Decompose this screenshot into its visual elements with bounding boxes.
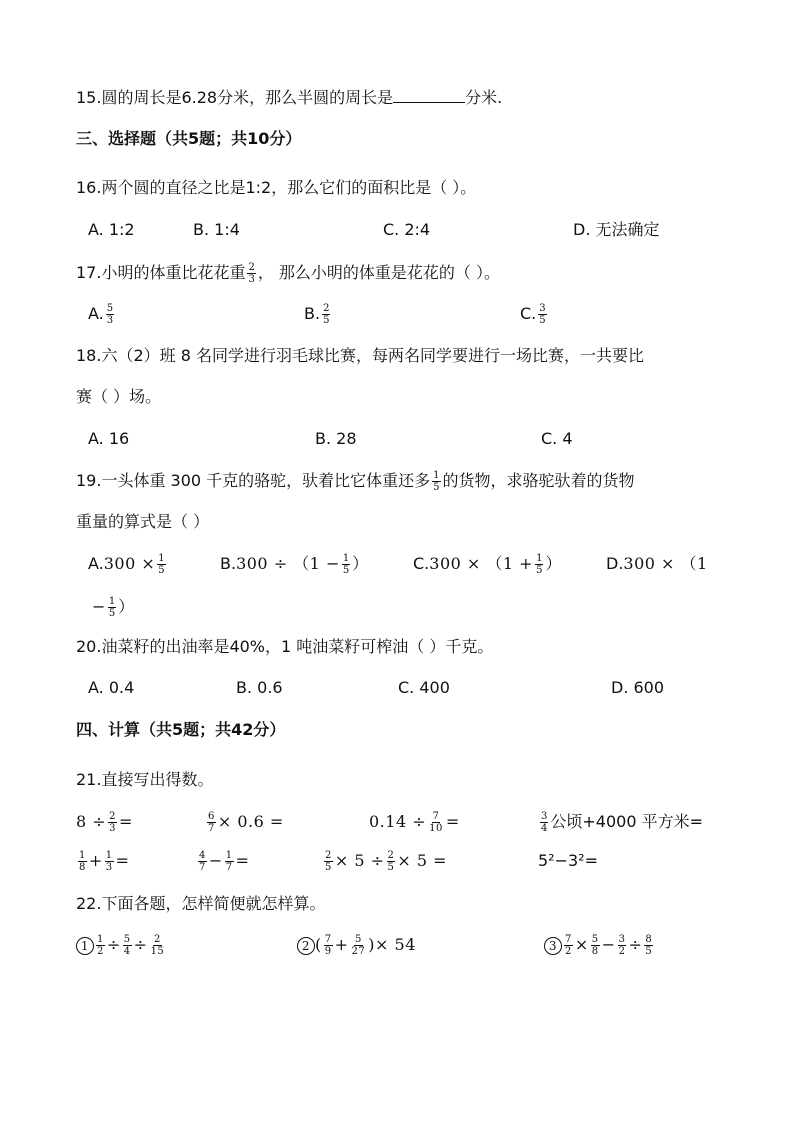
q21-2-num: 6 <box>208 811 215 822</box>
q21-7-op: × 5 ÷ <box>334 851 385 870</box>
q17-frac-num: 2 <box>248 262 255 273</box>
q17-option-b[interactable] <box>304 303 332 326</box>
q19-d-letter: D. <box>606 554 624 573</box>
q22-1-frac-2 <box>123 934 132 957</box>
q21-6-eq: = <box>235 851 250 870</box>
q22-3-op2: − <box>601 935 616 954</box>
q21-5-fraction-a <box>78 850 87 873</box>
q21-7-fraction-a <box>324 850 333 873</box>
q22-2-d2: 27 <box>351 946 366 957</box>
q19-d-close: ） <box>118 597 135 616</box>
question-20: 20.油菜籽的出油率是40%，1 吨油菜籽可榨油（ ）千克。 <box>76 637 494 656</box>
q19-text-pre: 19.一头体重 300 千克的骆驼，驮着比它体重还多 <box>76 471 431 490</box>
q22-3-d2: 8 <box>591 946 599 957</box>
q21-5-den-a: 8 <box>79 862 86 873</box>
q21-7-num-a: 2 <box>325 850 332 861</box>
circled-3-marker: 3 <box>544 937 562 955</box>
q21-3-expr: 0.14 ÷ <box>369 812 427 831</box>
q21-5-fraction-b <box>105 850 114 873</box>
q21-7-fraction-b <box>387 850 396 873</box>
q22-1-d2: 4 <box>123 946 131 957</box>
q21-6-num-a: 4 <box>199 850 206 861</box>
q19-b-letter: B. <box>220 554 237 573</box>
q22-3-d4: 5 <box>645 946 653 957</box>
q19-c-close: ） <box>545 554 562 573</box>
q17-c-fraction <box>538 303 546 326</box>
q22-2-n2: 5 <box>354 934 362 945</box>
question-17 <box>76 262 500 285</box>
q19-d-expr-2: − <box>92 597 106 616</box>
q21-1-eq: = <box>119 812 133 831</box>
q19-a-fraction <box>157 553 165 576</box>
q20-option-d[interactable]: D. 600 <box>611 678 665 697</box>
q19-d-fraction <box>108 596 116 619</box>
section-4-heading: 四、计算（共5题；共42分） <box>76 720 286 739</box>
q22-2-op1: + <box>334 935 349 954</box>
q15-text: 15.圆的周长是6.28分米，那么半圆的周长是 <box>76 88 394 107</box>
q22-1-n2: 5 <box>123 934 131 945</box>
q21-5-den-b: 3 <box>105 862 113 873</box>
q21-3-eq: = <box>445 812 460 831</box>
q21-6-den-b: 7 <box>225 862 233 873</box>
q21-5-op: + <box>88 851 103 870</box>
q18-option-c[interactable]: C. 4 <box>541 429 573 448</box>
q21-item-3 <box>369 811 460 834</box>
q21-item-5 <box>76 850 130 873</box>
q22-3-frac-2 <box>591 934 600 957</box>
q17-b-letter: B. <box>304 304 321 323</box>
q21-7-den-b: 5 <box>387 862 395 873</box>
q21-3-den: 10 <box>429 823 443 834</box>
q17-option-c[interactable] <box>520 303 549 326</box>
q17-frac-den: 3 <box>248 274 255 285</box>
q22-2-n1: 7 <box>324 934 332 945</box>
q22-expr-1 <box>76 934 167 957</box>
q17-c-letter: C. <box>520 304 537 323</box>
q22-3-frac-1 <box>564 934 573 957</box>
q22-3-n4: 8 <box>645 934 653 945</box>
q21-1-fraction <box>108 811 117 834</box>
q17-c-num: 3 <box>539 303 546 314</box>
q20-option-c[interactable]: C. 400 <box>398 678 450 697</box>
q22-expr-2 <box>297 934 416 957</box>
q18-option-a[interactable]: A. 16 <box>88 429 130 448</box>
q19-option-d[interactable] <box>606 553 708 575</box>
q22-1-frac-1 <box>96 934 105 957</box>
q21-item-4 <box>538 811 703 834</box>
q19-option-c[interactable] <box>413 553 562 576</box>
q19-d-expr: 300 × （1 <box>623 554 708 573</box>
q19-b-expr: 300 ÷ （1 − <box>236 554 340 573</box>
q22-1-d1: 2 <box>97 946 104 957</box>
q22-3-d3: 2 <box>618 946 626 957</box>
q21-7-den-a: 5 <box>325 862 332 873</box>
q22-3-n3: 3 <box>618 934 626 945</box>
q22-2-open: ( <box>315 935 322 954</box>
question-22: 22.下面各题，怎样简便就怎样算。 <box>76 894 326 913</box>
q22-2-tail: × 54 <box>375 935 416 954</box>
q19-c-expr: 300 × （1 + <box>429 554 534 573</box>
q22-1-n3: 2 <box>153 934 161 945</box>
question-21: 21.直接写出得数。 <box>76 770 214 789</box>
q22-2-frac-2 <box>351 934 367 957</box>
q15-unit: 分米. <box>465 88 503 107</box>
q21-6-den-a: 7 <box>199 862 206 873</box>
q17-c-den: 5 <box>539 315 546 326</box>
q19-a-expr: 300 × <box>103 554 156 573</box>
q22-1-d3: 15 <box>150 946 165 957</box>
q22-2-close: ) <box>368 935 376 954</box>
q21-1-expr: 8 ÷ <box>76 812 107 831</box>
q17-option-a[interactable] <box>88 303 116 326</box>
q16-option-b[interactable]: B. 1:4 <box>193 220 240 239</box>
q17-b-den: 5 <box>323 315 330 326</box>
q22-3-op3: ÷ <box>628 935 643 954</box>
q21-4-text: 公顷+4000 平方米= <box>550 812 703 831</box>
q22-3-n2: 5 <box>591 934 599 945</box>
question-19-line-1 <box>76 470 635 493</box>
q17-text-pre: 17.小明的体重比花花重 <box>76 263 246 282</box>
q22-1-frac-3 <box>150 934 166 957</box>
q21-4-num: 3 <box>541 811 548 822</box>
q22-3-n1: 7 <box>565 934 572 945</box>
question-16: 16.两个圆的直径之比是1:2，那么它们的面积比是（ ）。 <box>76 178 477 197</box>
q21-7-num-b: 2 <box>387 850 395 861</box>
q21-2-fraction <box>207 811 216 834</box>
q19-b-den: 5 <box>342 565 350 576</box>
q17-fraction <box>247 262 255 285</box>
q21-6-fraction-a <box>198 850 207 873</box>
q22-3-frac-4 <box>644 934 653 957</box>
question-18-line-2: 赛（ ）场。 <box>76 387 162 406</box>
q21-6-num-b: 1 <box>225 850 233 861</box>
q21-item-1 <box>76 811 133 834</box>
q22-1-n1: 1 <box>97 934 104 945</box>
q21-item-6 <box>196 850 250 873</box>
q17-text-post: ， 那么小明的体重是花花的（ ）。 <box>257 263 501 282</box>
q21-4-den: 4 <box>541 823 548 834</box>
q19-a-num: 1 <box>158 553 165 564</box>
question-15 <box>76 86 502 109</box>
q17-a-num: 5 <box>106 303 114 314</box>
q19-c-letter: C. <box>413 554 430 573</box>
q21-item-2 <box>205 811 284 834</box>
q19-option-d-cont <box>92 596 135 619</box>
q21-4-fraction <box>540 811 548 834</box>
q19-b-close: ） <box>352 554 369 573</box>
q19-text-post: 的货物，求骆驼驮着的货物 <box>442 471 635 490</box>
q19-frac-den: 5 <box>433 482 440 493</box>
q21-1-den: 3 <box>109 823 117 834</box>
q16-option-a[interactable]: A. 1:2 <box>88 220 135 239</box>
q22-2-d1: 9 <box>324 946 332 957</box>
q19-d-num: 1 <box>108 596 116 607</box>
q19-fraction <box>432 470 440 493</box>
q18-option-b[interactable]: B. 28 <box>315 429 357 448</box>
q22-1-op1: ÷ <box>106 935 121 954</box>
q20-option-a[interactable]: A. 0.4 <box>88 678 135 697</box>
q21-2-expr: × 0.6 = <box>217 812 284 831</box>
q19-a-letter: A. <box>88 554 104 573</box>
q19-b-fraction <box>342 553 350 576</box>
q17-b-num: 2 <box>323 303 330 314</box>
q21-item-7 <box>322 850 447 873</box>
q17-b-fraction <box>322 303 330 326</box>
q16-option-d[interactable]: D. 无法确定 <box>573 220 660 239</box>
q21-item-8: 5²−3²= <box>538 851 598 870</box>
q21-7-eq: × 5 = <box>397 851 448 870</box>
q21-5-eq: = <box>115 851 130 870</box>
q21-2-den: 7 <box>208 823 215 834</box>
q19-a-den: 5 <box>158 565 165 576</box>
q21-3-fraction <box>428 811 444 834</box>
q22-1-op2: ÷ <box>133 935 148 954</box>
q19-c-fraction <box>535 553 543 576</box>
q19-c-den: 5 <box>536 565 543 576</box>
q19-c-num: 1 <box>536 553 543 564</box>
q21-1-num: 2 <box>109 811 117 822</box>
q17-a-letter: A. <box>88 304 104 323</box>
q17-a-fraction <box>106 303 114 326</box>
q22-3-op1: × <box>574 935 589 954</box>
q19-frac-num: 1 <box>433 470 440 481</box>
q20-option-b[interactable]: B. 0.6 <box>236 678 283 697</box>
q21-5-num-a: 1 <box>79 850 86 861</box>
q19-option-a[interactable] <box>88 553 168 576</box>
q16-option-c[interactable]: C. 2:4 <box>383 220 431 239</box>
q21-6-fraction-b <box>225 850 234 873</box>
q22-3-frac-3 <box>618 934 627 957</box>
section-3-heading: 三、选择题（共5题；共10分） <box>76 129 302 148</box>
circled-1-marker: 1 <box>76 937 94 955</box>
q22-expr-3 <box>544 934 655 957</box>
question-19-line-2: 重量的算式是（ ） <box>76 512 210 531</box>
q19-b-num: 1 <box>342 553 350 564</box>
q21-5-num-b: 1 <box>105 850 113 861</box>
q21-6-op: − <box>208 851 223 870</box>
q22-2-frac-1 <box>324 934 333 957</box>
q15-answer-blank[interactable] <box>393 86 465 103</box>
q21-3-num: 7 <box>432 811 440 822</box>
q17-a-den: 3 <box>106 315 114 326</box>
circled-2-marker: 2 <box>297 937 315 955</box>
question-18-line-1: 18.六（2）班 8 名同学进行羽毛球比赛，每两名同学要进行一场比赛，一共要比 <box>76 346 644 365</box>
q22-3-d1: 2 <box>565 946 572 957</box>
q19-option-b[interactable] <box>220 553 369 576</box>
q19-d-den: 5 <box>108 608 116 619</box>
